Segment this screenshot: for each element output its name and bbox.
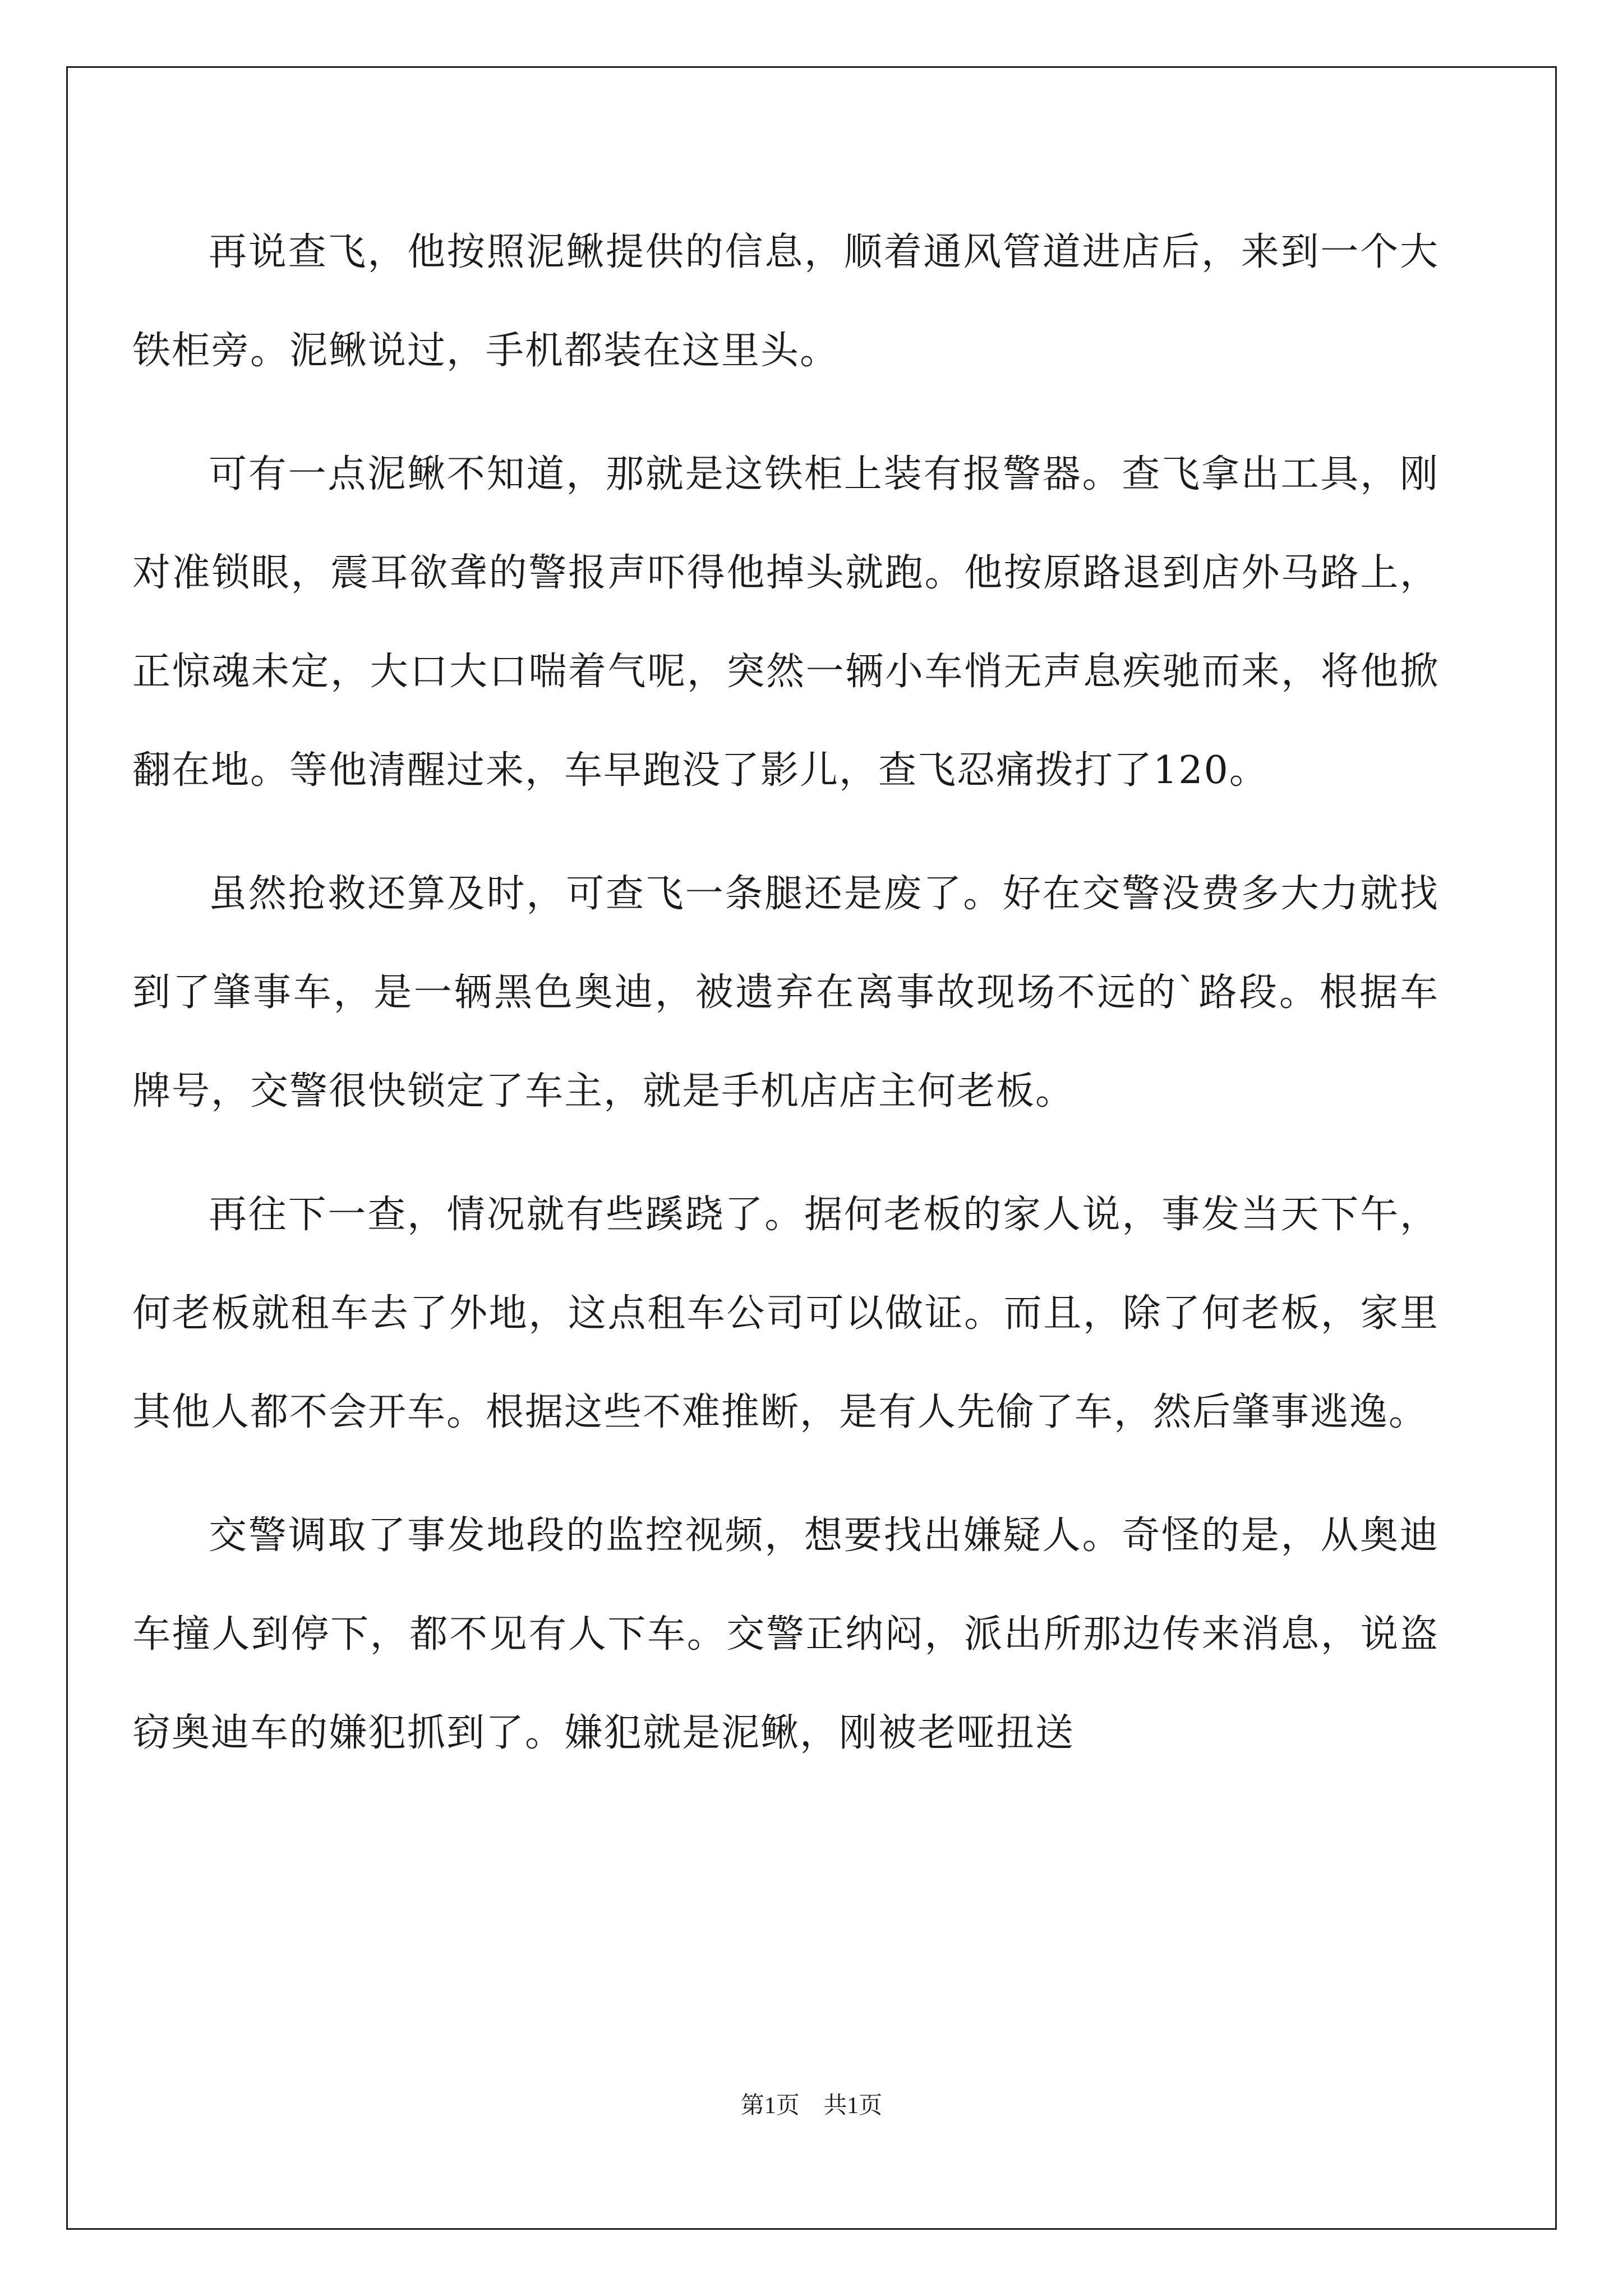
paragraph: 虽然抢救还算及时，可查飞一条腿还是废了。好在交警没费多大力就找到了肇事车，是一辆黑色奥迪，被遗弃在离事故现场不远的`路段。根据车牌号，交警很快锁定了车主，就是手机店店主何老板。 [132, 872, 1439, 1114]
page-total: 共1页 [823, 2093, 883, 2119]
document-body [132, 203, 1439, 1807]
page-footer [0, 2087, 1623, 2120]
page-number: 第1页 [740, 2093, 800, 2119]
paragraph: 可有一点泥鳅不知道，那就是这铁柜上装有报警器。查飞拿出工具，刚对准锁眼，震耳欲聋的警报声吓得他掉头就跑。他按原路退到店外马路上，正惊魂未定，大口大口喘着气呢，突然一辆小车悄无声息疾驰而来，将他掀翻在地。等他清醒过来，车早跑没了影儿，查飞忍痛拨打了120。 [132, 452, 1439, 793]
paragraph: 交警调取了事发地段的监控视频，想要找出嫌疑人。奇怪的是，从奥迪车撞人到停下，都不见有人下车。交警正纳闷，派出所那边传来消息，说盗窃奥迪车的嫌犯抓到了。嫌犯就是泥鳅，刚被老哑扭送 [132, 1513, 1439, 1755]
paragraph: 再说查飞，他按照泥鳅提供的信息，顺着通风管道进店后，来到一个大铁柜旁。泥鳅说过，手机都装在这里头。 [132, 230, 1439, 373]
paragraph: 再往下一查，情况就有些蹊跷了。据何老板的家人说，事发当天下午，何老板就租车去了外地，这点租车公司可以做证。而且，除了何老板，家里其他人都不会开车。根据这些不难推断，是有人先偷了车，然后肇事逃逸。 [132, 1193, 1439, 1434]
